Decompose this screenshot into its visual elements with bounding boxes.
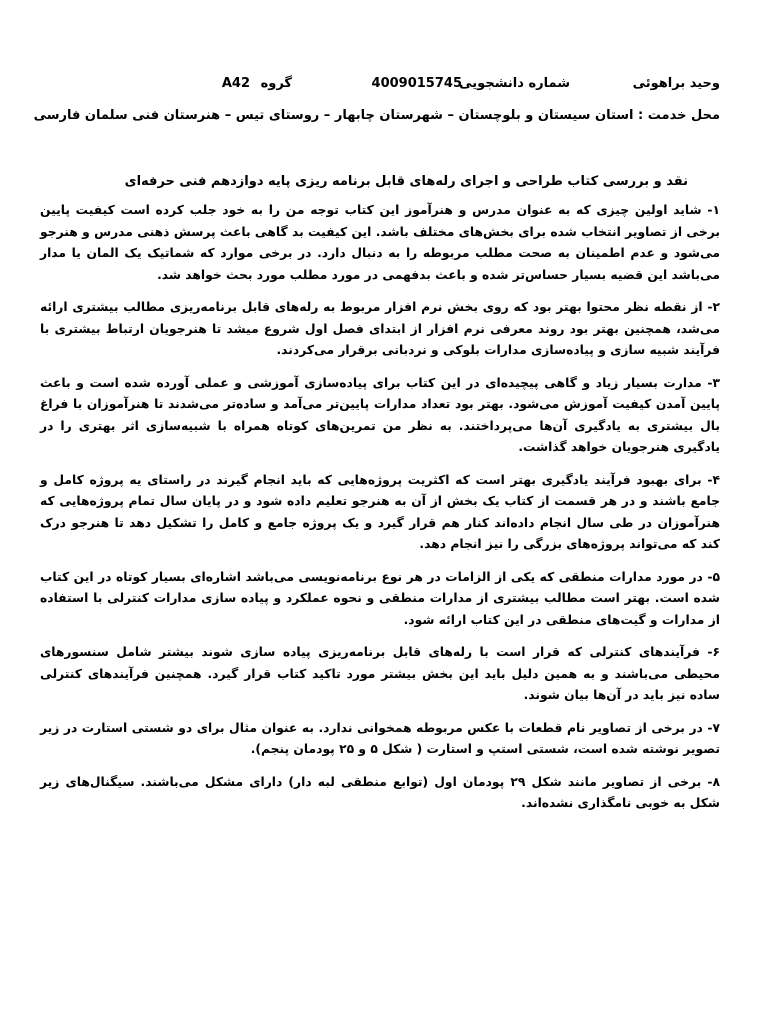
document-body: [40, 200, 720, 826]
paragraph-4: ۴- برای بهبود فرآیند یادگیری بهتر است که اکثریت پروژه‌هایی که باید انجام گیرند در راستای یه پروژه کامل و جامع باشند و در هر قسمت از کتاب یک بخش از آن به هنرجو تعلیم داده شود و در پایان سال تمام پروژه‌هایی که هنرآموزان در طی سال انجام داده‌اند کنار هم قرار گیرد و یک پروژه جامع و کامل را تشکیل دهد تا هنرجو درک کند که می‌تواند پروژه‌های بزرگی را نیز انجام دهد.: [40, 472, 720, 551]
paragraph-8: ۸- برخی از تصاویر مانند شکل ۲۹ پودمان اول (توابع منطقی لبه دار) دارای مشکل می‌باشند. سیگنال‌های زیر شکل به خوبی نامگذاری نشده‌اند.: [40, 774, 720, 810]
header-line: [40, 76, 720, 96]
paragraph-2: ۲- از نقطه نظر محتوا بهتر بود که روی بخش نرم افزار مربوط به رله‌های قابل برنامه‌ریزی مطالب بیشتری ارائه می‌شد، همچنین بهتر بود روند معرفی نرم افزار از ابتدای فصل اول شروع میشد تا هنرجویان ارتباط بیشتری با فرآیند شبیه سازی و پیاده‌سازی مدارات بلوکی و نردبانی برقرار می‌کردند.: [40, 300, 720, 357]
group-code: A42: [221, 76, 250, 91]
document-title: نقد و بررسی کتاب طراحی و اجرای رله‌های قابل برنامه ریزی پایه دوازدهم فنی حرفه‌ای: [124, 174, 688, 189]
student-id: 4009015745: [371, 76, 462, 91]
student-id-label: شماره دانشجویی: [459, 76, 570, 91]
paragraph-1: ۱- شاید اولین چیزی که به عنوان مدرس و هنرآموز این کتاب توجه من را به خود جلب کرده است کیفیت پایین برخی از تصاویر انتخاب شده برای بخش‌های مختلف باشد. این کیفیت بد گاهی باعث پرسش ذهنی مدرس و هنرجو می‌شود و عدم اطمینان به صحت مطلب مربوطه را به دنبال دارد. در برخی موارد که شماتیک یک المان یا مدار می‌باشد این قضیه بسیار حساس‌تر شده و باعث بدفهمی در مورد مطلب مورد بحث خواهد شد.: [40, 203, 720, 282]
author-name: وحید براهوئی: [632, 76, 720, 91]
paragraph-6: ۶- فرآیندهای کنترلی که قرار است با رله‌های قابل برنامه‌ریزی پیاده سازی شوند بیشتر شامل سنسورهای محیطی می‌باشند و به همین دلیل باید این بخش بیشتر مورد تاکید کتاب قرار گیرد. همچنین فرآیندهای کنترلی ساده نیز باید در آن‌ها بیان شوند.: [40, 645, 720, 702]
group-label: گروه: [260, 76, 292, 91]
place-of-service: محل خدمت : استان سیستان و بلوچستان – شهرستان چابهار – روستای تیس – هنرستان فنی سلمان فارسی: [33, 108, 720, 123]
paragraph-3: ۳- مدارت بسیار زیاد و گاهی پیچیده‌ای در این کتاب برای پیاده‌سازی آموزشی و عملی آورده شده است و باعث پایین آمدن کیفیت آموزش می‌شود. بهتر بود تعداد مدارات پایین‌تر می‌آمد و ساده‌تر می‌شدند تا هنرآموزان با فراغ بال بیشتری به یادگیری آن‌ها می‌پرداختند. به نظر من تمرین‌های کوتاه همراه با شبیه‌سازی اثر بهتری را در یادگیری هنرجویان خواهد گذاشت.: [40, 375, 720, 454]
paragraph-5: ۵- در مورد مدارات منطقی که یکی از الزامات در هر نوع برنامه‌نویسی می‌باشد اشاره‌ای بسیار کوتاه در این کتاب شده است. بهتر است مطالب بیشتری از مدارات منطقی و نحوه عملکرد و پیاده سازی مدارات کنترلی با استفاده از مدارات و گیت‌های منطقی در این کتاب ارائه شود.: [40, 569, 720, 627]
paragraph-7: ۷- در برخی از تصاویر نام قطعات با عکس مربوطه همخوانی ندارد. به عنوان مثال برای دو شستی استارت در زیر تصویر نوشته شده است، شستی استپ و استارت ( شکل ۵ و ۲۵ پودمان پنجم).: [40, 720, 720, 756]
